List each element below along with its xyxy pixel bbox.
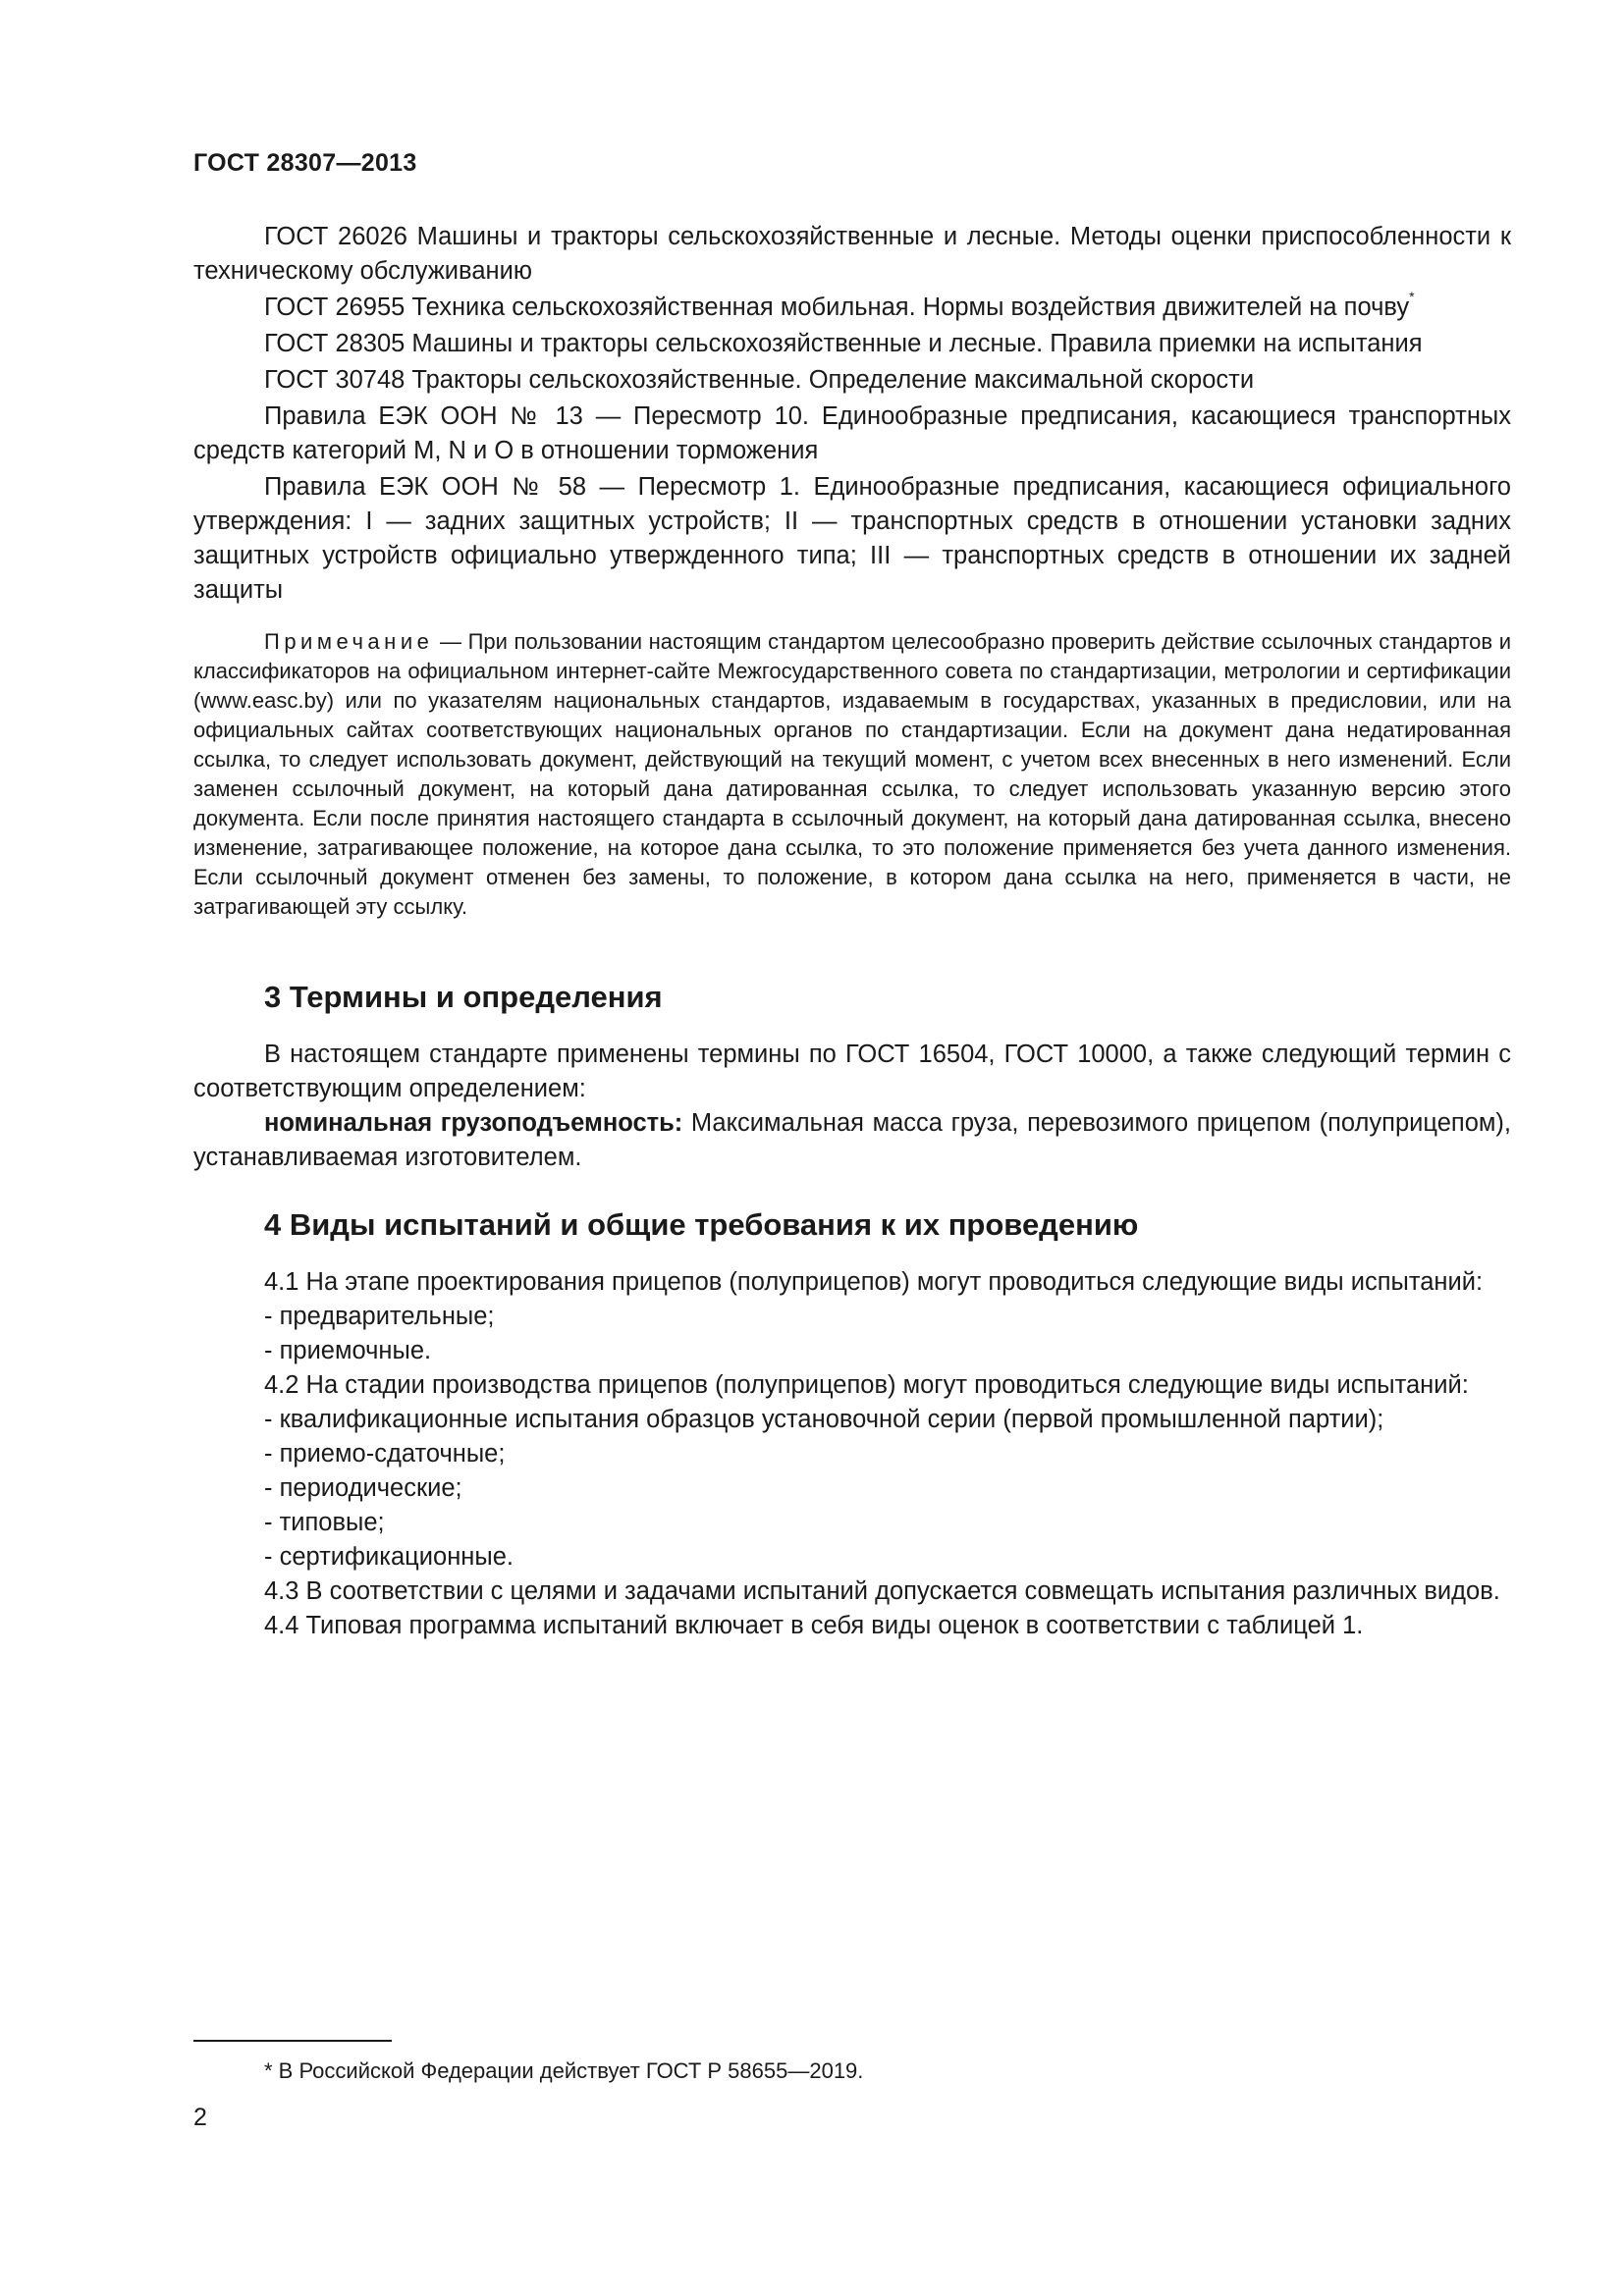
term-name: номинальная грузоподъемность: [264, 1109, 683, 1137]
normative-references [193, 220, 1511, 608]
reference-item: ГОСТ 26955 Техника сельскохозяйственная мобильная. Нормы воздействия движителей на почву* [264, 289, 1415, 321]
reference-item: ГОСТ 30748 Тракторы сельскохозяйственные. Определение максимальной скорости [264, 366, 1255, 394]
footnote-separator [193, 2040, 392, 2042]
term-text: Максимальная масса груза, перевозимого прицепом (полуприцепом), устанавливаемая изготовителем. [193, 1109, 1511, 1171]
note-label: Примечание [264, 629, 434, 654]
list-item: - периодические; [264, 1474, 462, 1502]
clause-4-3: 4.3 В соответствии с целями и задачами испытаний допускается совмещать испытания различных видов. [264, 1577, 1500, 1605]
list-item: - приемочные. [264, 1337, 432, 1364]
reference-item: ГОСТ 28305 Машины и тракторы сельскохозяйственные и лесные. Правила приемки на испытания [264, 330, 1423, 357]
list-item: - сертификационные. [264, 1543, 514, 1571]
reference-item: Правила ЕЭК ООН № 58 — Пересмотр 1. Единообразные предписания, касающиеся официального утверждения: I — задних защитных устройств; II — транспортных средств в отношении установки задних защитных устройств официально утвержденного типа; III — транспортных средств в отношении их задней защиты [193, 473, 1511, 604]
list-item: - приемо-сдаточные; [264, 1440, 506, 1468]
production-stage-tests-list [193, 1403, 1511, 1575]
reference-item: ГОСТ 26026 Машины и тракторы сельскохозяйственные и лесные. Методы оценки приспособленности к техническому обслуживанию [193, 223, 1511, 285]
section-3-heading: 3 Термины и определения [264, 980, 663, 1014]
page-number: 2 [193, 2104, 207, 2131]
design-stage-tests-list [193, 1300, 1511, 1368]
footnote-marker: * [1409, 289, 1415, 304]
section-4-heading: 4 Виды испытаний и общие требования к их проведению [264, 1207, 1139, 1242]
list-item: - типовые; [264, 1509, 385, 1536]
note-paragraph [193, 627, 1511, 922]
list-item: - квалификационные испытания образцов установочной серии (первой промышленной партии); [264, 1406, 1384, 1433]
reference-item: Правила ЕЭК ООН № 13 — Пересмотр 10. Единообразные предписания, касающиеся транспортных средств категорий M, N и O в отношении торможения [193, 402, 1511, 464]
footnote: * В Российской Федерации действует ГОСТ Р 58655—2019. [264, 2058, 864, 2083]
list-item: - предварительные; [264, 1303, 495, 1330]
clause-4-2: 4.2 На стадии производства прицепов (полуприцепов) могут проводиться следующие виды испытаний: [264, 1371, 1469, 1399]
document-body [193, 220, 1511, 1643]
term-definition [193, 1106, 1511, 1175]
section-3-intro: В настоящем стандарте применены термины по ГОСТ 16504, ГОСТ 10000, а также следующий термин с соответствующим определением: [193, 1041, 1511, 1102]
document-header: ГОСТ 28307—2013 [193, 149, 417, 177]
clause-4-4: 4.4 Типовая программа испытаний включает в себя виды оценок в соответствии с таблицей 1. [264, 1612, 1364, 1639]
clause-4-1: 4.1 На этапе проектирования прицепов (полуприцепов) могут проводиться следующие виды испытаний: [264, 1268, 1484, 1296]
note-text: — При пользовании настоящим стандартом целесообразно проверить действие ссылочных стандартов и классификаторов на официальном интернет-сайте Межгосударственного совета по стандартизации, метрологии и сертификации (www.easc.by) или по указателям национальных стандартов, издаваемым в государствах, указанных в предисловии, или на официальных сайтах соответствующих национальных органов по стандартизации. Если на документ дана недатированная ссылка, то следует использовать документ, действующий на текущий момент, с учетом всех внесенных в него изменений. Если заменен ссылочный документ, на который дана датированная ссылка, то следует использовать указанную версию этого документа. Если после принятия настоящего стандарта в ссылочный документ, на который дана датированная ссылка, внесено изменение, затрагивающее положение, на которое дана ссылка, то это положение применяется без учета данного изменения. Если ссылочный документ отменен без замены, то положение, в котором дана ссылка на него, применяется в части, не затрагивающей эту ссылку. [193, 629, 1511, 919]
